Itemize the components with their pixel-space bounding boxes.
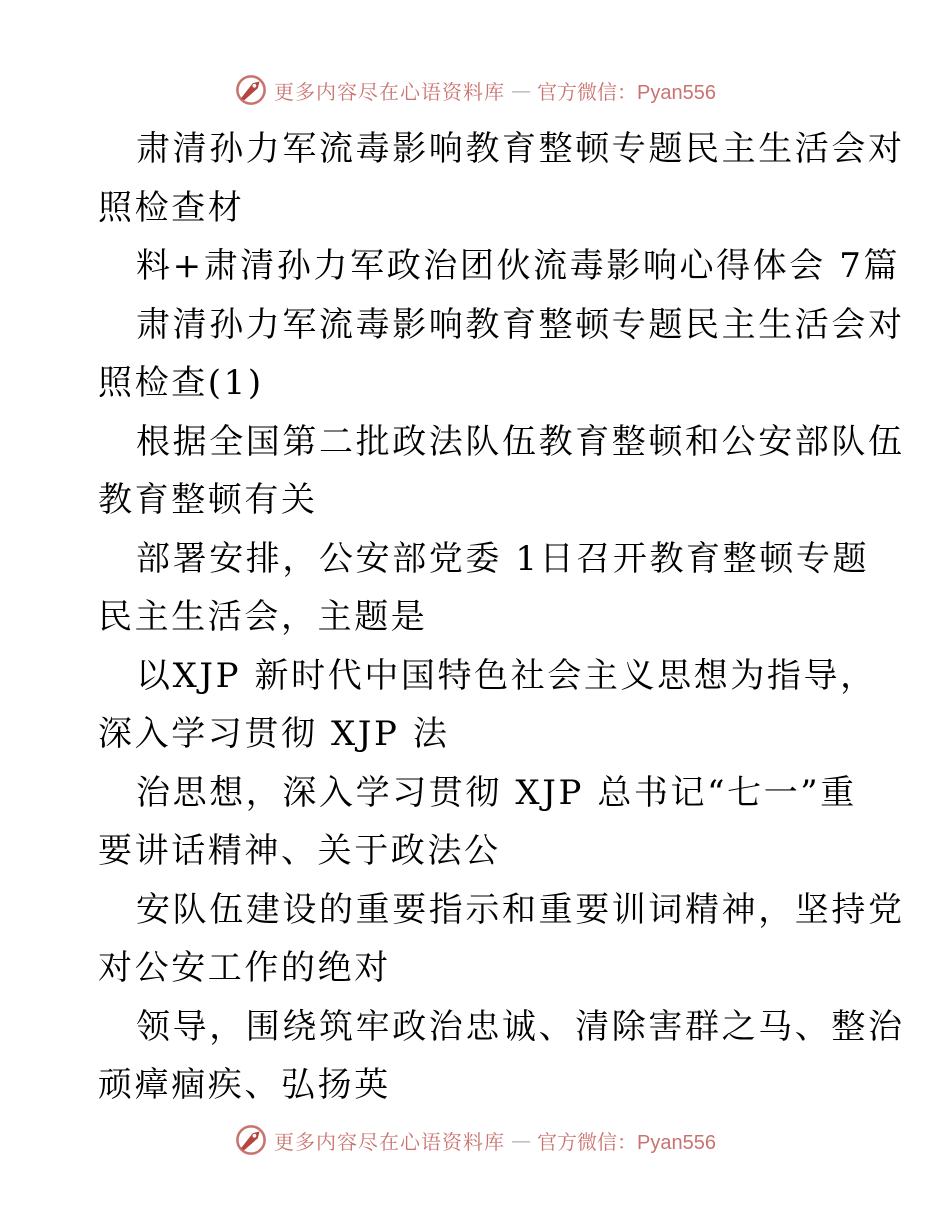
pen-nib-logo-icon — [234, 1123, 268, 1157]
watermark-wechat: 官方微信：Pyan556 — [537, 1131, 716, 1154]
text-line: 领导，围绕筑牢政治忠诚、清除害群之马、整治 — [136, 1006, 905, 1047]
watermark-separator: — — [511, 78, 532, 102]
text-line: 照检查(1) — [98, 363, 264, 403]
text-line: 教育整顿有关 — [98, 480, 318, 520]
text-line: 以XJP 新时代中国特色社会主义思想为指导， — [136, 655, 877, 696]
text-line: 顽瘴痼疾、弘扬英 — [98, 1065, 391, 1105]
watermark-wechat: 官方微信：Pyan556 — [537, 81, 716, 104]
pen-nib-logo-icon — [234, 73, 268, 107]
watermark-text: 更多内容尽在心语资料库 — [274, 79, 506, 104]
watermark-group — [234, 1123, 716, 1157]
text-line: 深入学习贯彻 XJP 法 — [98, 714, 450, 754]
watermark-text: 更多内容尽在心语资料库 — [274, 1129, 506, 1154]
text-line: 肃清孙力军流毒影响教育整顿专题民主生活会对 — [136, 304, 905, 345]
text-line: 照检查材 — [98, 187, 245, 228]
text-line: 部署安排，公安部党委 1日召开教育整顿专题 — [136, 538, 870, 579]
document-body — [98, 120, 905, 1115]
text-line: 料+肃清孙力军政治团伙流毒影响心得体会 7篇 — [136, 246, 901, 286]
watermark-group — [234, 73, 716, 107]
text-line: 要讲话精神、关于政法公 — [98, 831, 501, 871]
text-line: 民主生活会，主题是 — [98, 597, 428, 637]
footer-watermark — [0, 1120, 950, 1160]
text-line: 根据全国第二批政法队伍教育整顿和公安部队伍 — [136, 421, 905, 462]
header-watermark — [0, 70, 950, 110]
watermark-separator: — — [511, 1128, 532, 1152]
text-line: 肃清孙力军流毒影响教育整顿专题民主生活会对 — [136, 129, 905, 169]
text-line: 治思想，深入学习贯彻 XJP 总书记“七一”重 — [136, 772, 857, 813]
text-line: 对公安工作的绝对 — [98, 948, 391, 988]
text-line: 安队伍建设的重要指示和重要训词精神，坚持党 — [136, 889, 905, 930]
